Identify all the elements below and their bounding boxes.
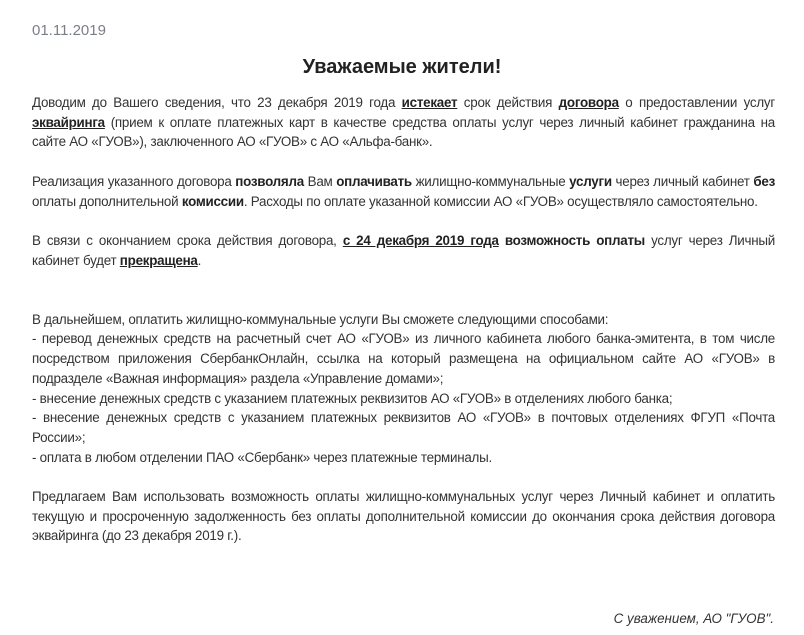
text-segment: Доводим до Вашего сведения, что 23 декабря 2019 года bbox=[32, 95, 402, 110]
text-segment: услуг через Личный кабинет будет bbox=[32, 232, 776, 268]
emphasized-text: услуги bbox=[569, 173, 612, 189]
methods-paragraph bbox=[32, 310, 775, 468]
emphasized-text: позволяла bbox=[235, 173, 304, 189]
text-segment: жилищно-коммунальные bbox=[411, 173, 570, 189]
text-segment: В связи с окончанием срока действия договора, bbox=[32, 232, 343, 248]
emphasized-text: оплачивать bbox=[336, 173, 412, 189]
emphasized-text: без bbox=[753, 173, 776, 189]
method-item: - перевод денежных средств на расчетный счет АО «ГУОВ» из личного кабинета любого банка-эмитента, в том числе посредством приложения СбербанкОнлайн, ссылка на который размещена на официальном сайте АО «ГУОВ» в подразделе «Важная информация» раздела «Управление домами»; bbox=[32, 331, 775, 386]
text-segment: срок действия bbox=[457, 95, 559, 110]
text-segment: оплаты дополнительной bbox=[32, 193, 182, 209]
notice-body bbox=[32, 93, 775, 566]
text-segment: (прием к оплате платежных карт в качестве средства оплаты услуг через личный кабинет гражданина на сайте АО «ГУОВ»), заключенного АО «ГУОВ» с АО «Альфа-банк». bbox=[32, 114, 775, 150]
emphasized-text: договора bbox=[558, 95, 619, 110]
emphasized-text: эквайринга bbox=[32, 114, 105, 130]
emphasized-text: с 24 декабря 2019 года bbox=[342, 232, 499, 248]
publication-date: 01.11.2019 bbox=[32, 22, 106, 39]
text-segment: через личный кабинет bbox=[611, 173, 754, 189]
text-segment: . Расходы по оплате указанной комиссии АО «ГУОВ» осуществляло самостоятельно. bbox=[243, 193, 758, 209]
emphasized-text: прекращена bbox=[119, 252, 198, 268]
emphasized-text: истекает bbox=[401, 95, 458, 110]
text-segment: Реализация указанного договора bbox=[32, 173, 236, 189]
signature: С уважением, АО "ГУОВ". bbox=[613, 611, 774, 626]
notice-paragraph bbox=[32, 172, 775, 211]
notice-paragraph bbox=[32, 231, 775, 270]
method-item: - внесение денежных средств с указанием платежных реквизитов АО «ГУОВ» в отделениях любого банка; bbox=[32, 390, 673, 406]
methods-intro: В дальнейшем, оплатить жилищно-коммунальные услуги Вы сможете следующими способами: bbox=[32, 311, 609, 327]
method-item: - внесение денежных средств с указанием платежных реквизитов АО «ГУОВ» в почтовых отделениях ФГУП «Почта России»; bbox=[32, 410, 775, 445]
page-title: Уважаемые жители! bbox=[302, 56, 502, 78]
emphasized-text: возможность оплаты bbox=[504, 232, 645, 248]
text-segment: . bbox=[197, 252, 202, 268]
notice-paragraph bbox=[32, 93, 775, 152]
method-item: - оплата в любом отделении ПАО «Сбербанк» через платежные терминалы. bbox=[32, 449, 492, 465]
text-segment: о предоставлении услуг bbox=[618, 95, 775, 110]
emphasized-text: комиссии bbox=[181, 193, 244, 209]
text-segment: Вам bbox=[303, 173, 337, 189]
notice-paragraphs bbox=[32, 93, 775, 270]
closing-paragraph: Предлагаем Вам использовать возможность оплаты жилищно-коммунальных услуг через Личный кабинет и оплатить текущую и просроченную задолженность без оплаты дополнительной комиссии до окончания срока действия договора эквайринга (до 23 декабря 2019 г.). bbox=[32, 489, 775, 544]
